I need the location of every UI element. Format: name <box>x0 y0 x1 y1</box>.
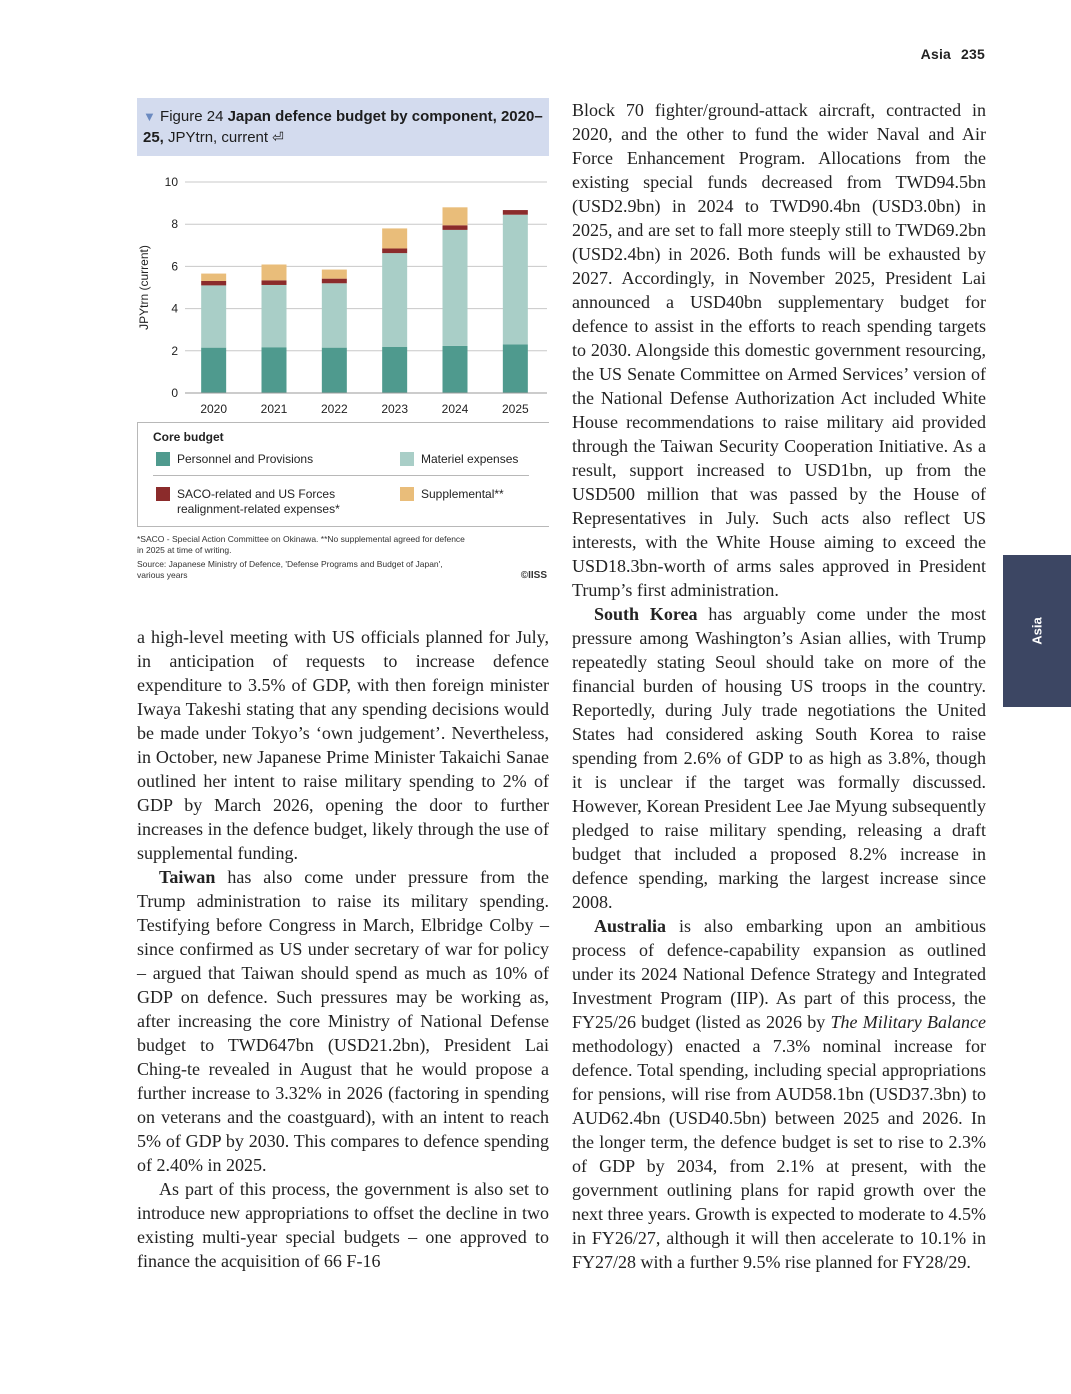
x-tick-label: 2024 <box>441 402 469 416</box>
legend-item-materiel <box>400 452 518 467</box>
section-name: Asia <box>920 46 952 62</box>
legend-title: Core budget <box>153 430 224 444</box>
x-tick-label: 2022 <box>320 402 348 416</box>
figure-unit: JPYtrn, current <box>168 129 269 146</box>
right-column <box>572 98 986 1274</box>
paragraph-lead: Taiwan <box>159 867 216 887</box>
legend-item-saco <box>156 487 356 517</box>
bar-segment <box>443 225 468 230</box>
bar-segment <box>503 215 528 345</box>
figure-footnote: *SACO - Special Action Committee on Okinawa. **No supplemental agreed for defence in 2025 at time of writing. <box>137 534 465 555</box>
page-number: 235 <box>961 46 985 62</box>
paragraph-lead: Australia <box>594 916 666 936</box>
bar-segment <box>262 280 287 285</box>
paragraph-text: has arguably come under the most pressure among Washington’s Asian allies, with Trump repeatedly stating Seoul should take on more of the financial burden of housing US troops in the country. Reportedly, during July trade negotiations the United States had considered asking South Korea to raise spending from 2.6% of GDP to as high as 3.8%, though it is unclear if the target was formally discussed. However, Korean President Lee Jae Myung subsequently pledged to raise military spending, releasing a draft budget that included a proposed 8.2% increase in defence spending, marking the largest increase since 2008. <box>572 604 986 912</box>
x-tick-label: 2025 <box>501 402 529 416</box>
legend-swatch <box>156 487 170 501</box>
x-tick-label: 2021 <box>260 402 288 416</box>
return-arrow-icon: ⏎ <box>272 129 284 145</box>
triangle-down-icon: ▼ <box>143 109 156 124</box>
y-tick-label: 2 <box>171 343 178 358</box>
legend-label: SACO-related and US Forces realignment-related expenses* <box>177 487 340 516</box>
section-side-tab <box>1003 555 1071 707</box>
paragraph-australia <box>572 914 986 1274</box>
bar-segment <box>322 348 347 393</box>
stacked-bar-chart <box>137 156 549 422</box>
bar-segment <box>201 281 226 285</box>
paragraph-lead: South Korea <box>594 604 698 624</box>
y-tick-label: 8 <box>171 217 178 232</box>
paragraph: Block 70 fighter/ground-attack aircraft, contracted in 2020, and the other to fund the wider Naval and Air Force Enhancement Program. Allocations from the existing special funds decreased from TWD94.5bn (USD2.9bn) in 2024 to TWD90.4bn (USD3.0bn) in 2025, and are set to fall more steeply still to TWD69.2bn (USD2.4bn) in 2026. Both funds will be exhausted by 2027. Accordingly, in November 2025, President Lai announced a USD40bn supplementary budget for defence to assist in the efforts to reach spending targets to 2030. Alongside this domestic government resourcing, the US Senate Committee on Armed Services’ version of the National Defense Authorization Act included White House recommendations to raise military aid provided through the Taiwan Security Cooperation Initiative. As a result, support increased to USD1bn, up from the USD500 million that was passed by the House of Representatives in July. Such acts also reflect US interests, with the White House aiming to exceed the USD18.3bn-worth of arms sales approved in President Trump’s first administration. <box>572 100 986 600</box>
paragraph-taiwan <box>137 865 549 1177</box>
publication-title: The Military Balance <box>830 1012 986 1032</box>
figure-source: Source: Japanese Ministry of Defence, 'Defense Programs and Budget of Japan', various years <box>137 559 443 580</box>
chart-area <box>137 156 549 422</box>
paragraph-text: methodology) enacted a 7.3% nominal increase for defence. Total spending, including special appropriations for pensions, will rise from AUD58.1bn (USD37.3bn) to AUD62.4bn (USD40.5bn) between 2025 and 2026. In the longer term, the defence budget is set to rise to 2.3% of GDP by 2034, from 2.1% at present, with the government outlining plans for rapid growth over the next three years. Growth is expected to moderate to 4.5% in FY26/27, although it will then accelerate to 10.1% in FY27/28 with a further 9.5% rise planned for FY28/29. <box>572 1036 986 1272</box>
paragraph: a high-level meeting with US officials planned for July, in anticipation of requests to increase defence expenditure to 3.5% of GDP, with then foreign minister Iwaya Takeshi stating that any spending decisions would be made under Tokyo’s ‘own judgement’. Nevertheless, in October, new Japanese Prime Minister Takaichi Sanae outlined her intent to raise military spending to 2% of GDP by March 2026, opening the door to further increases in the defence budget, likely through the use of supplemental funding. <box>137 627 549 863</box>
bar-segment <box>201 274 226 281</box>
paragraph-south-korea <box>572 602 986 914</box>
bar-segment <box>201 285 226 347</box>
bar-segment <box>503 210 528 215</box>
legend-item-personnel <box>156 452 313 467</box>
bar-segment <box>322 279 347 284</box>
bar-segment <box>262 285 287 347</box>
figure-number: Figure 24 <box>160 108 224 125</box>
bar-segment <box>382 253 407 347</box>
legend-label: Materiel expenses <box>421 452 519 466</box>
bar-segment <box>443 230 468 346</box>
legend-divider <box>153 475 529 476</box>
bar-segment <box>382 248 407 253</box>
figure-notes <box>137 534 549 581</box>
y-tick-label: 10 <box>164 175 178 189</box>
bar-segment <box>443 346 468 393</box>
bar-segment <box>262 347 287 393</box>
bar-segment <box>262 265 287 281</box>
copyright: ©IISS <box>520 570 547 581</box>
bar-segment <box>382 228 407 248</box>
legend-label: Personnel and Provisions <box>177 452 314 466</box>
y-tick-label: 0 <box>171 386 178 400</box>
left-column <box>137 625 549 1273</box>
x-tick-label: 2023 <box>381 402 409 416</box>
legend-swatch <box>156 452 170 466</box>
legend-item-supplemental <box>400 487 504 502</box>
paragraph: As part of this process, the government is also set to introduce new appropriations to offset the decline in two existing multi-year special budgets – one approved to finance the acquisition of 66 F-16 <box>137 1179 549 1271</box>
bar-segment <box>503 344 528 393</box>
paragraph-text: is also embarking upon an ambitious process of defence-capability expansion as outlined under its 2024 National Defence Strategy and Integrated Investment Program (IIP). As part of this process, the FY25/26 budget (listed as 2026 by <box>572 916 986 1032</box>
running-head <box>921 46 985 62</box>
bar-segment <box>443 207 468 225</box>
bar-segment <box>382 347 407 393</box>
legend-swatch <box>400 452 414 466</box>
figure-header <box>137 98 549 156</box>
bar-segment <box>322 283 347 347</box>
legend-label: Supplemental** <box>421 487 504 501</box>
figure-title: Japan defence budget by component, 2020–25, <box>143 108 543 146</box>
bar-segment <box>322 270 347 279</box>
chart-legend <box>137 422 549 527</box>
bar-segment <box>201 348 226 393</box>
y-axis-label: JPYtrn (current) <box>137 245 151 330</box>
y-tick-label: 6 <box>171 259 178 274</box>
side-tab-label: Asia <box>1029 617 1045 645</box>
figure-24 <box>137 98 549 581</box>
paragraph-text: has also come under pressure from the Trump administration to raise its military spending. Testifying before Congress in March, Elbridge Colby – since confirmed as US under secretary of war for policy – argued that Taiwan should spend as much as 10% of GDP on defence. Such pressures may be working as, after increasing the core Ministry of National Defense budget to TWD647bn (USD21.2bn), President Lai Ching-te revealed in August that he would propose a further increase to 3.32% in 2026 (factoring in spending on veterans and the coastguard), with an intent to reach 5% of GDP by 2030. This compares to defence spending of 2.40% in 2025. <box>137 867 549 1175</box>
x-tick-label: 2020 <box>200 402 228 416</box>
y-tick-label: 4 <box>171 301 178 316</box>
legend-swatch <box>400 487 414 501</box>
